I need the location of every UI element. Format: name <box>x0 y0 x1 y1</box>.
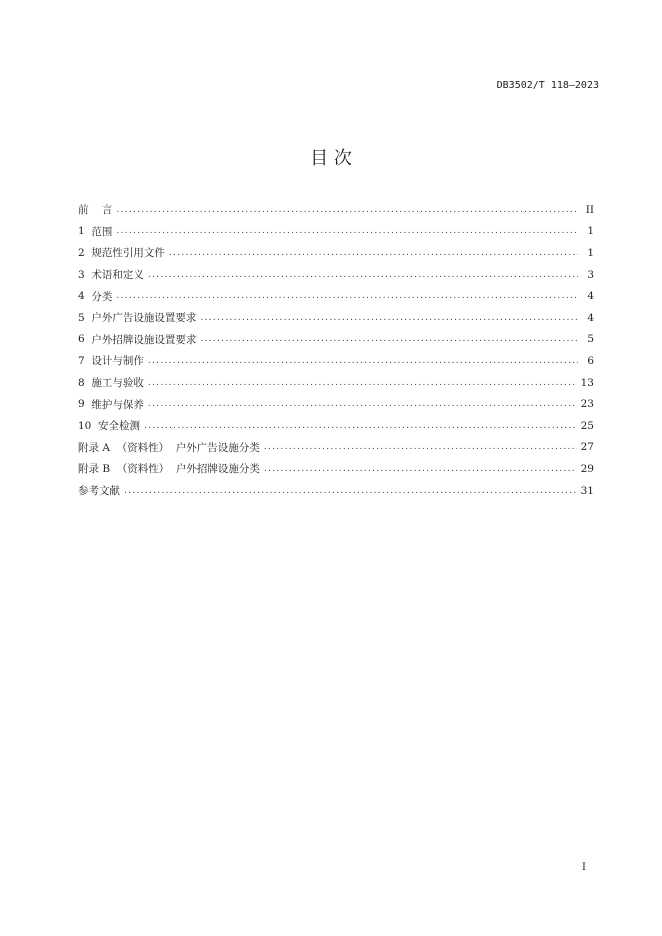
toc-leader-dots <box>116 226 578 236</box>
page-number: I <box>582 862 586 873</box>
toc-entry-number: 4 <box>78 290 92 303</box>
toc-entry-page: 25 <box>580 419 594 432</box>
toc-entry-number: 2 <box>78 246 92 259</box>
toc-entry[interactable] <box>78 350 594 372</box>
toc-entry-label: 参考文献 <box>78 485 120 498</box>
toc-entry-page: II <box>585 203 594 216</box>
toc-entry-label: 施工与验收 <box>91 377 144 390</box>
toc-entry[interactable] <box>78 264 594 286</box>
toc-entry[interactable] <box>78 242 594 264</box>
toc-entry-page: 27 <box>580 441 594 454</box>
toc-entry-label: 附录 A （资料性） 户外广告设施分类 <box>78 441 260 454</box>
toc-leader-dots <box>200 313 578 323</box>
toc-entry[interactable] <box>78 415 594 437</box>
toc-entry[interactable] <box>78 221 594 243</box>
toc-entry-label: 范围 <box>91 225 113 238</box>
toc-leader-dots <box>264 464 577 474</box>
toc-entry-page: 23 <box>580 398 594 411</box>
toc-entry-label: 分类 <box>91 290 113 303</box>
toc-entry-page: 13 <box>580 376 594 389</box>
document-code: DB3502/T 118—2023 <box>496 80 599 91</box>
toc-entry-page: 5 <box>587 333 594 346</box>
toc-entry-page: 4 <box>587 311 594 324</box>
toc-leader-dots <box>148 356 578 366</box>
toc-entry-page: 31 <box>580 484 594 497</box>
toc-entry-label: 安全检测 <box>98 420 141 433</box>
table-of-contents <box>78 199 594 501</box>
toc-entry-number: 3 <box>78 268 92 281</box>
toc-leader-dots <box>169 248 578 258</box>
toc-entry-page: 29 <box>580 462 594 475</box>
toc-entry[interactable] <box>78 372 594 394</box>
toc-entry[interactable] <box>78 199 594 221</box>
toc-entry[interactable] <box>78 307 594 329</box>
toc-entry-label: 附录 B （资料性） 户外招牌设施分类 <box>78 463 260 476</box>
toc-entry-page: 1 <box>587 246 594 259</box>
toc-entry-number: 5 <box>78 311 92 324</box>
toc-leader-dots <box>124 486 577 496</box>
toc-entry[interactable] <box>78 393 594 415</box>
toc-entry-label: 规范性引用文件 <box>91 247 165 260</box>
toc-leader-dots <box>200 334 578 344</box>
toc-entry-page: 6 <box>587 354 594 367</box>
toc-entry-label: 术语和定义 <box>91 269 144 282</box>
toc-entry-label: 前 言 <box>78 204 113 217</box>
toc-entry-number: 9 <box>78 398 92 411</box>
toc-entry-label: 维护与保养 <box>91 398 144 411</box>
toc-leader-dots <box>148 378 577 388</box>
toc-entry-page: 1 <box>587 225 594 238</box>
toc-leader-dots <box>144 421 577 431</box>
toc-leader-dots <box>148 399 577 409</box>
toc-entry-page: 4 <box>587 290 594 303</box>
toc-entry[interactable] <box>78 285 594 307</box>
toc-entry[interactable] <box>78 329 594 351</box>
toc-entry-number: 8 <box>78 376 92 389</box>
toc-leader-dots <box>148 270 578 280</box>
toc-entry-label: 户外广告设施设置要求 <box>91 312 197 325</box>
toc-entry[interactable] <box>78 458 594 480</box>
toc-leader-dots <box>264 442 577 452</box>
toc-entry[interactable] <box>78 480 594 502</box>
toc-entry-page: 3 <box>587 268 594 281</box>
toc-entry[interactable] <box>78 437 594 459</box>
toc-entry-number: 6 <box>78 333 92 346</box>
toc-entry-number: 1 <box>78 225 92 238</box>
page-title: 目 次 <box>310 148 352 169</box>
toc-leader-dots <box>116 291 578 301</box>
toc-entry-number: 7 <box>78 354 92 367</box>
toc-entry-number: 10 <box>78 419 99 432</box>
toc-entry-label: 设计与制作 <box>91 355 144 368</box>
toc-entry-label: 户外招牌设施设置要求 <box>91 333 197 346</box>
toc-leader-dots <box>116 205 578 215</box>
